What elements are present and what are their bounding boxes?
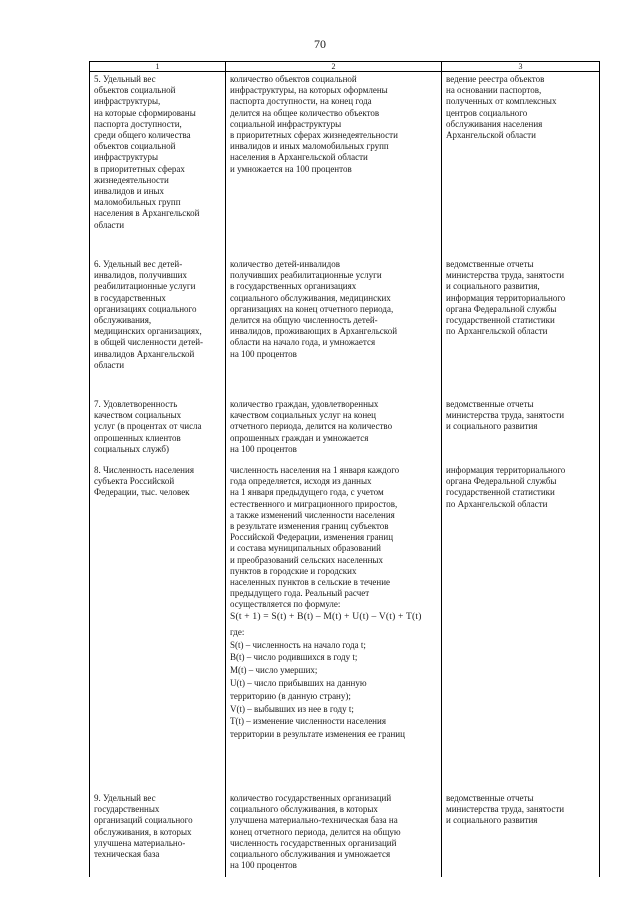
text-line: численность населения на 1 января каждого bbox=[230, 465, 400, 475]
text-line: T(t) – изменение численности населения bbox=[230, 716, 386, 727]
text-line: и социального развития bbox=[446, 815, 538, 826]
text-line: области на начало года, и умножается bbox=[230, 337, 376, 348]
text-line: U(t) – число прибывших на данную bbox=[230, 678, 367, 689]
text-line: опрошенных граждан и умножается bbox=[230, 432, 369, 443]
text-line: инвалидов, получивших bbox=[94, 270, 188, 281]
text-line: делится на общее количество объектов bbox=[230, 107, 380, 118]
text-line: по Архангельской области bbox=[446, 498, 548, 509]
text-line: конец отчетного периода, делится на общую bbox=[230, 826, 401, 837]
source-cell bbox=[442, 72, 600, 258]
text-line: министерства труда, занятости bbox=[446, 804, 565, 815]
text-line: в приоритетных сферах bbox=[94, 163, 185, 174]
text-line: министерства труда, занятости bbox=[446, 270, 565, 281]
text-line: и умножается на 100 процентов bbox=[230, 163, 352, 174]
table-row bbox=[90, 397, 600, 463]
text-line: полученных от комплексных bbox=[446, 96, 557, 107]
text-line: обслуживания, bbox=[94, 315, 152, 326]
text-line: инвалидов и иных bbox=[94, 186, 164, 197]
text-line: осуществляется по формуле: bbox=[230, 599, 341, 610]
text-line: министерства труда, занятости bbox=[446, 410, 565, 421]
method-cell bbox=[226, 72, 442, 258]
text-line: на основании паспортов, bbox=[446, 85, 542, 96]
text-line: улучшена материально-техническая база на bbox=[230, 815, 398, 826]
text-line: Архангельской области bbox=[446, 130, 536, 141]
text-line: количество детей-инвалидов bbox=[230, 259, 341, 269]
text-line: отчетного периода, делится на количество bbox=[230, 421, 393, 432]
source-cell bbox=[442, 791, 600, 877]
text-line: где: bbox=[230, 626, 245, 637]
table-row bbox=[90, 463, 600, 791]
text-line: области bbox=[94, 219, 125, 230]
table-row bbox=[90, 791, 600, 877]
text-line: M(t) – число умерших; bbox=[230, 665, 318, 676]
population-formula: S(t + 1) = S(t) + B(t) – M(t) + U(t) – V(t) + T(t) bbox=[230, 611, 422, 622]
text-line: обслуживания населения bbox=[446, 118, 543, 129]
text-line: социального обслуживания и умножается bbox=[230, 849, 391, 860]
text-line: паспорта доступности, bbox=[94, 118, 182, 129]
formula-legend bbox=[230, 626, 437, 741]
text-line: предыдущего года. Реальный расчет bbox=[230, 588, 370, 599]
text-line: качеством социальных услуг на конец bbox=[230, 410, 376, 421]
page-number: 70 bbox=[314, 37, 326, 51]
text-line: на 100 процентов bbox=[230, 860, 297, 871]
text-line: и состава муниципальных образований bbox=[230, 543, 381, 554]
text-line: по Архангельской области bbox=[446, 326, 548, 337]
text-line: B(t) – число родившихся в году t; bbox=[230, 652, 358, 663]
column-header-2: 2 bbox=[226, 62, 442, 72]
text-line: на 100 процентов bbox=[230, 443, 297, 454]
table-row bbox=[90, 72, 600, 258]
text-line: а также изменений численности населения bbox=[230, 509, 395, 520]
text-line: ведомственные отчеты bbox=[446, 399, 534, 409]
text-line: маломобильных групп bbox=[94, 197, 181, 208]
text-line: инвалидов и иных маломобильных групп bbox=[230, 141, 389, 152]
text-line: ведомственные отчеты bbox=[446, 793, 534, 803]
indicator-cell bbox=[90, 463, 226, 791]
text-line: естественного и миграционного приростов, bbox=[230, 498, 398, 509]
text-line: пунктов в городские и городских bbox=[230, 565, 357, 576]
text-line: V(t) – выбывших из нее в году t; bbox=[230, 703, 354, 714]
source-cell bbox=[442, 257, 600, 397]
text-line: на 100 процентов bbox=[230, 348, 297, 359]
text-line: Российской Федерации, изменения границ bbox=[230, 532, 394, 543]
text-line: населения в Архангельской bbox=[94, 208, 200, 219]
text-line: социального обслуживания, медицинских bbox=[230, 292, 391, 303]
text-line: реабилитационные услуги bbox=[94, 281, 196, 292]
header-row bbox=[90, 62, 600, 72]
text-line: количество государственных организаций bbox=[230, 793, 392, 803]
text-line: населенных пунктов в сельские в течение bbox=[230, 577, 391, 588]
text-line: среди общего количества bbox=[94, 130, 191, 141]
text-line: центров социального bbox=[446, 107, 528, 118]
indicator-cell bbox=[90, 257, 226, 397]
text-line: территорию (в данную страну); bbox=[230, 690, 351, 701]
text-line: и социального развития bbox=[446, 421, 538, 432]
method-cell bbox=[226, 397, 442, 463]
column-header-3: 3 bbox=[442, 62, 600, 72]
text-line: получивших реабилитационные услуги bbox=[230, 270, 382, 281]
text-line: количество граждан, удовлетворенных bbox=[230, 399, 379, 409]
text-line: улучшена материально- bbox=[94, 837, 186, 848]
text-line: организаций социального bbox=[94, 815, 193, 826]
text-line: государственной статистики bbox=[446, 315, 555, 326]
method-cell bbox=[226, 463, 442, 791]
source-cell bbox=[442, 463, 600, 791]
indicator-cell bbox=[90, 72, 226, 258]
source-cell bbox=[442, 397, 600, 463]
text-line: на которые сформированы bbox=[94, 107, 196, 118]
text-line: и социального развития, bbox=[446, 281, 540, 292]
text-line: информация территориального bbox=[446, 465, 566, 475]
text-line: государственной статистики bbox=[446, 487, 555, 498]
text-line: 6. Удельный вес детей- bbox=[94, 259, 183, 269]
text-line: инфраструктуры, на которых оформлены bbox=[230, 85, 388, 96]
text-line: объектов социальной bbox=[94, 141, 176, 152]
indicator-cell bbox=[90, 397, 226, 463]
text-line: территории в результате изменения ее границ bbox=[230, 729, 405, 740]
text-line: численность государственных организаций bbox=[230, 837, 397, 848]
text-line: обслуживания, в которых bbox=[94, 826, 192, 837]
text-line: S(t) – численность на начало года t; bbox=[230, 639, 366, 650]
text-line: информация территориального bbox=[446, 292, 566, 303]
text-line: государственных bbox=[94, 804, 160, 815]
text-line: техническая база bbox=[94, 849, 160, 860]
text-line: в государственных bbox=[94, 292, 166, 303]
text-line: органа Федеральной службы bbox=[446, 476, 557, 487]
text-line: и преобразований сельских населенных bbox=[230, 554, 383, 565]
method-cell bbox=[226, 791, 442, 877]
text-line: инфраструктуры, bbox=[94, 96, 161, 107]
text-line: 8. Численность населения bbox=[94, 465, 194, 475]
text-line: медицинских организациях, bbox=[94, 326, 202, 337]
text-line: инвалидов, проживающих в Архангельской bbox=[230, 326, 398, 337]
text-line: объектов социальной bbox=[94, 85, 176, 96]
text-line: делится на общую численность детей- bbox=[230, 315, 378, 326]
text-line: социальных служб) bbox=[94, 443, 169, 454]
text-line: опрошенных клиентов bbox=[94, 432, 181, 443]
text-line: инфраструктуры bbox=[94, 152, 158, 163]
table-row bbox=[90, 257, 600, 397]
text-line: Федерации, тыс. человек bbox=[94, 487, 190, 498]
text-line: социального обслуживания, в которых bbox=[230, 804, 378, 815]
text-line: организациях социального bbox=[94, 303, 197, 314]
column-header-1: 1 bbox=[90, 62, 226, 72]
text-line: области bbox=[94, 359, 125, 370]
text-line: жизнедеятельности bbox=[94, 174, 169, 185]
text-line: на 1 января предыдущего года, с учетом bbox=[230, 487, 384, 498]
text-line: 5. Удельный вес bbox=[94, 74, 156, 84]
text-line: в государственных организациях bbox=[230, 281, 357, 292]
text-line: в общей численности детей- bbox=[94, 337, 204, 348]
text-line: ведение реестра объектов bbox=[446, 74, 545, 84]
text-line: населения в Архангельской области bbox=[230, 152, 368, 163]
indicator-table bbox=[89, 61, 600, 877]
text-line: 7. Удовлетворенность bbox=[94, 399, 178, 409]
method-text bbox=[230, 465, 437, 611]
text-line: в приоритетных сферах жизнедеятельности bbox=[230, 130, 398, 141]
method-cell bbox=[226, 257, 442, 397]
text-line: количество объектов социальной bbox=[230, 74, 357, 84]
indicator-cell bbox=[90, 791, 226, 877]
text-line: ведомственные отчеты bbox=[446, 259, 534, 269]
text-line: 9. Удельный вес bbox=[94, 793, 156, 803]
text-line: качеством социальных bbox=[94, 410, 182, 421]
text-line: субъекта Российской bbox=[94, 476, 175, 487]
text-line: организациях на конец отчетного периода, bbox=[230, 303, 394, 314]
text-line: социальной инфраструктуры bbox=[230, 118, 342, 129]
text-line: года определяется, исходя из данных bbox=[230, 476, 372, 487]
text-line: паспорта доступности, на конец года bbox=[230, 96, 372, 107]
text-line: инвалидов Архангельской bbox=[94, 348, 195, 359]
text-line: в результате изменения границ субъектов bbox=[230, 521, 389, 532]
text-line: органа Федеральной службы bbox=[446, 303, 557, 314]
text-line: услуг (в процентах от числа bbox=[94, 421, 202, 432]
